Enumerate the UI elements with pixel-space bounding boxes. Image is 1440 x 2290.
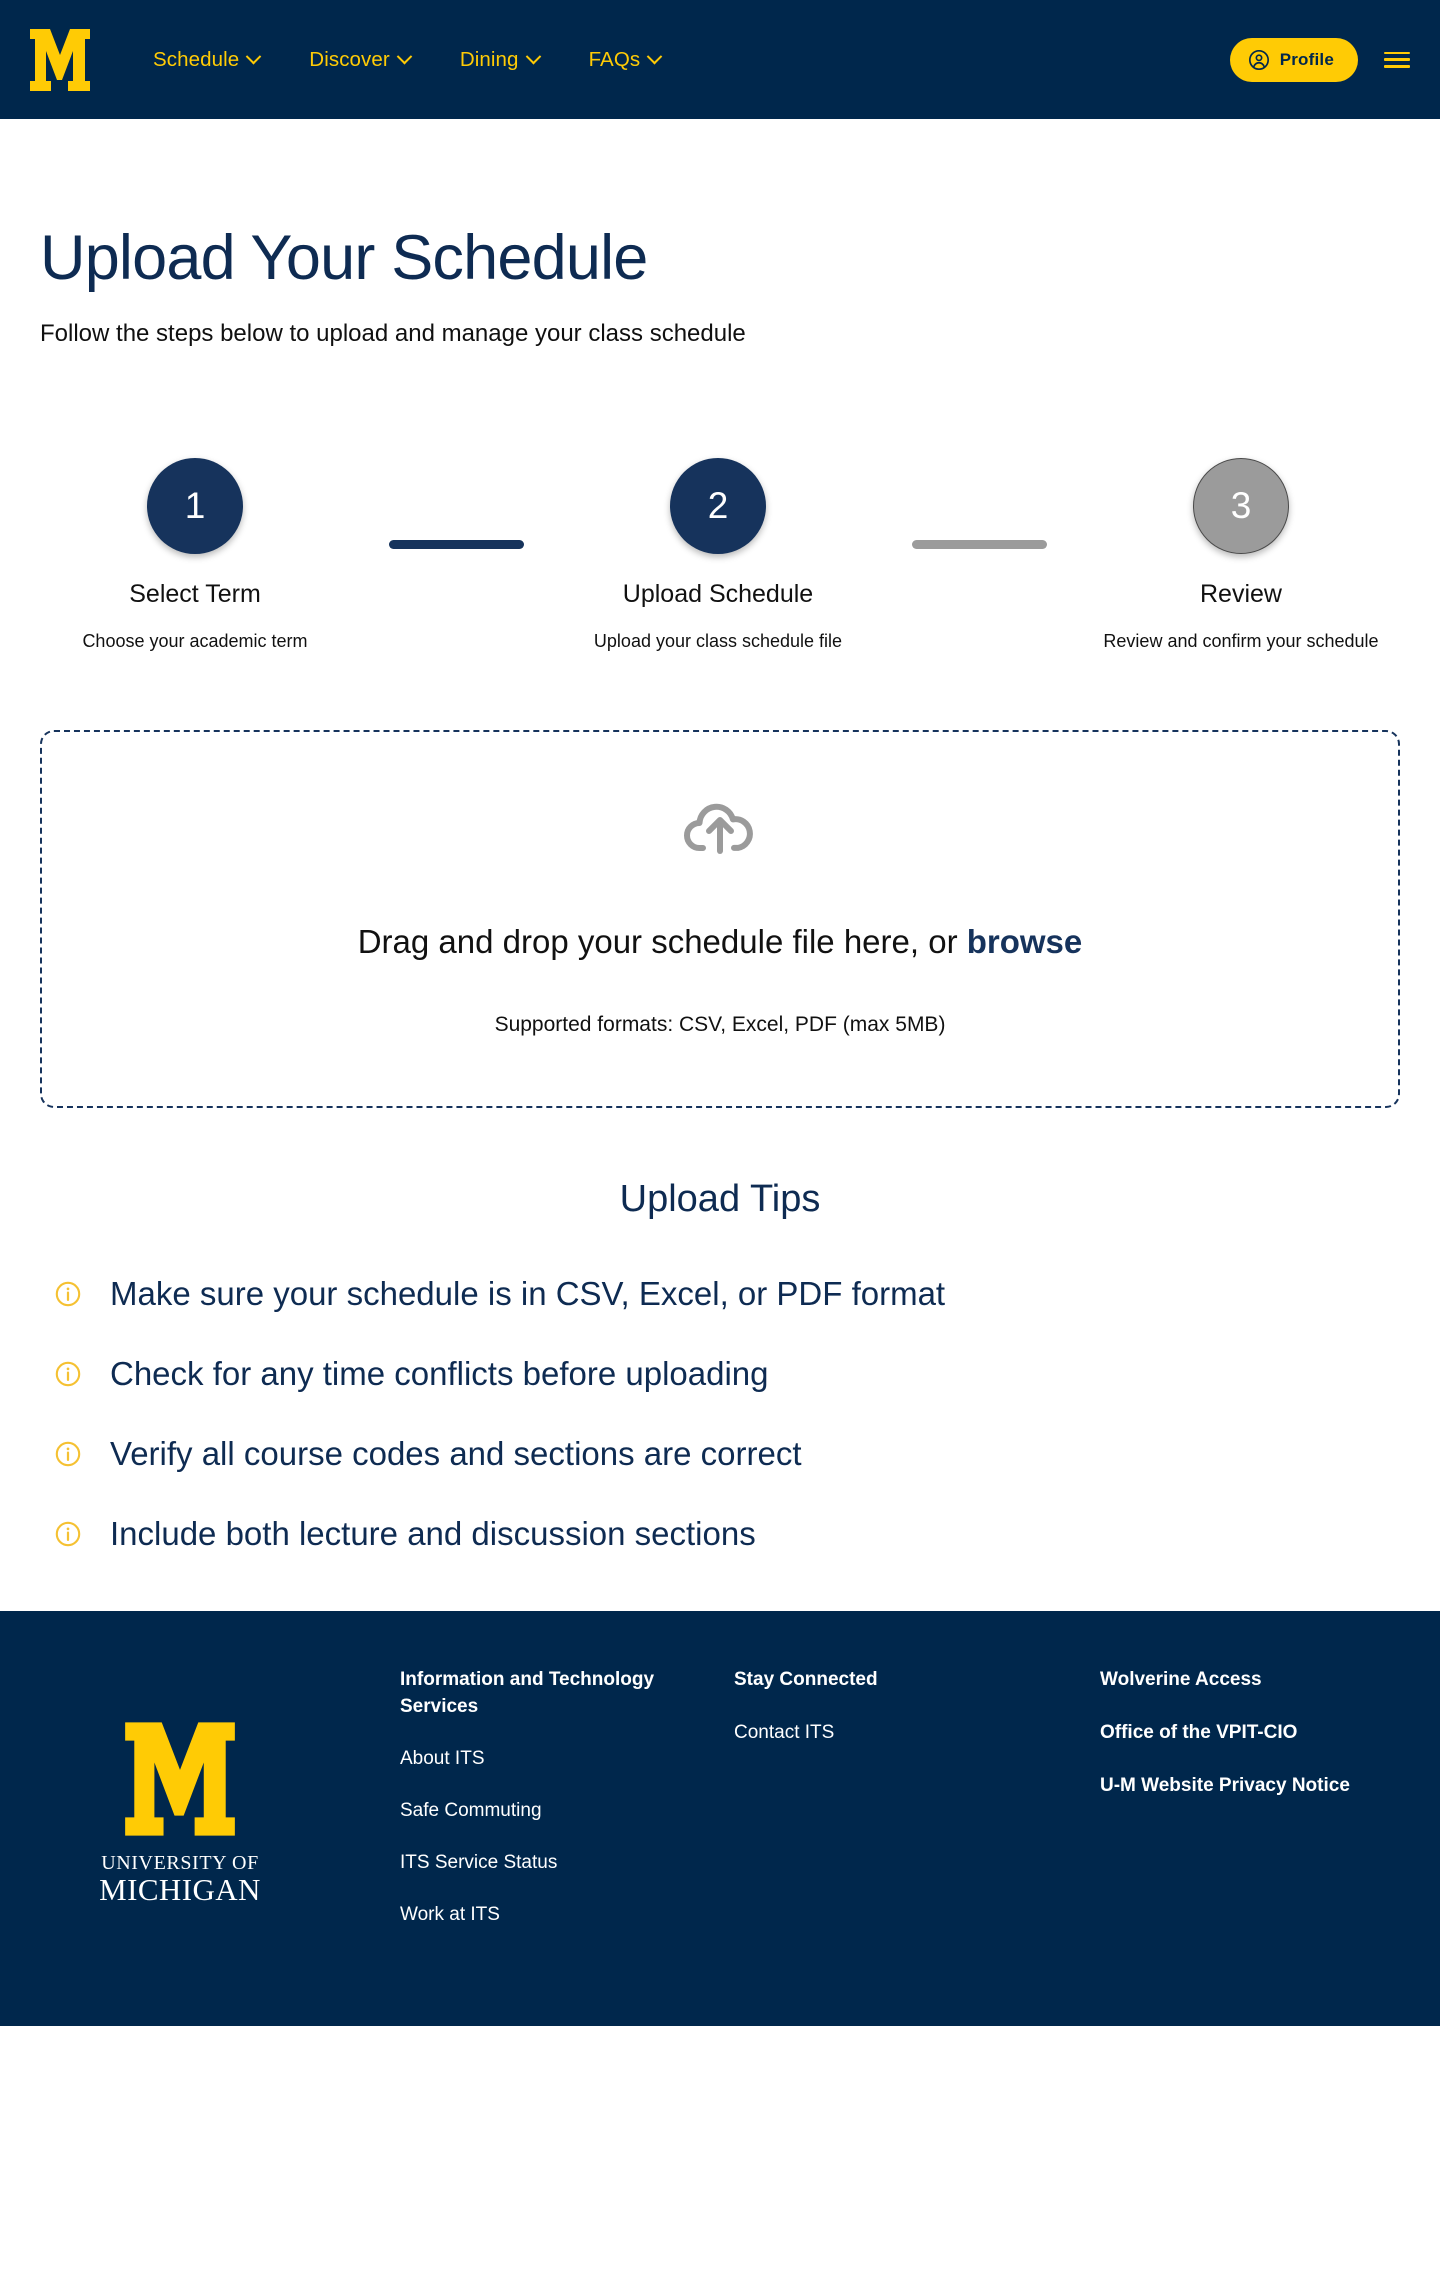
footer-column-its bbox=[300, 1667, 674, 1956]
footer-column-wolverine-access bbox=[1048, 1667, 1422, 1828]
info-circle-icon bbox=[54, 1280, 82, 1308]
footer-column-heading: Wolverine Access bbox=[1100, 1669, 1262, 1691]
cloud-upload-icon bbox=[683, 801, 757, 857]
user-circle-icon bbox=[1248, 49, 1270, 71]
chevron-down-icon bbox=[647, 49, 663, 65]
page-subtitle: Follow the steps below to upload and manage your class schedule bbox=[40, 320, 746, 348]
nav-label: Schedule bbox=[153, 47, 240, 71]
step-label: Upload Schedule bbox=[622, 580, 814, 609]
nav-item-discover[interactable] bbox=[284, 38, 435, 82]
step-number-badge: 3 bbox=[1193, 458, 1289, 554]
tip-item bbox=[40, 1435, 1400, 1473]
chevron-down-icon bbox=[246, 49, 262, 65]
step-connector-1 bbox=[389, 540, 524, 549]
tip-text: Verify all course codes and sections are correct bbox=[110, 1435, 802, 1473]
step-number-badge: 1 bbox=[147, 458, 243, 554]
profile-button-label: Profile bbox=[1279, 49, 1334, 69]
step-connector-2 bbox=[912, 540, 1047, 549]
site-footer bbox=[0, 1611, 1440, 2026]
step-description: Review and confirm your schedule bbox=[1103, 631, 1379, 652]
upload-tips-heading: Upload Tips bbox=[619, 1178, 821, 1221]
info-circle-icon bbox=[54, 1360, 82, 1388]
tip-text: Include both lecture and discussion sections bbox=[110, 1515, 756, 1553]
chevron-down-icon bbox=[525, 49, 541, 65]
info-circle-icon bbox=[54, 1440, 82, 1468]
footer-wordmark bbox=[60, 1853, 300, 1907]
nav-label: Dining bbox=[459, 47, 519, 71]
main-content bbox=[0, 224, 1440, 1553]
step-upload-schedule[interactable] bbox=[563, 458, 873, 652]
footer-brand bbox=[40, 1667, 300, 1907]
browse-link[interactable]: browse bbox=[966, 923, 1083, 961]
nav-item-faqs[interactable] bbox=[564, 38, 686, 82]
footer-link-its-service-status[interactable]: ITS Service Status bbox=[400, 1852, 558, 1874]
step-label: Review bbox=[1200, 580, 1282, 609]
wordmark-line-1: UNIVERSITY OF bbox=[101, 1852, 259, 1875]
progress-stepper bbox=[40, 458, 1400, 652]
header-right-actions bbox=[1230, 38, 1410, 82]
upload-tips-section bbox=[40, 1178, 1400, 1553]
step-number-badge: 2 bbox=[670, 458, 766, 554]
footer-column-heading: Information and Technology Services bbox=[400, 1669, 655, 1717]
footer-link-office-vpit-cio[interactable]: Office of the VPIT-CIO bbox=[1100, 1721, 1298, 1743]
step-select-term[interactable] bbox=[40, 458, 350, 652]
step-description: Upload your class schedule file bbox=[593, 631, 843, 652]
tip-text: Make sure your schedule is in CSV, Excel, or PDF format bbox=[110, 1275, 946, 1313]
file-dropzone[interactable] bbox=[40, 730, 1400, 1108]
tip-text: Check for any time conflicts before uploading bbox=[110, 1355, 769, 1393]
dropzone-instruction: Drag and drop your schedule file here, or bbox=[357, 923, 967, 961]
footer-link-contact-its[interactable]: Contact ITS bbox=[734, 1721, 835, 1743]
chevron-down-icon bbox=[397, 49, 413, 65]
university-of-michigan-block-m-logo[interactable] bbox=[28, 25, 92, 95]
profile-button[interactable] bbox=[1230, 38, 1358, 82]
step-description: Choose your academic term bbox=[82, 631, 308, 652]
site-header bbox=[0, 0, 1440, 119]
nav-label: Discover bbox=[309, 47, 390, 71]
hamburger-menu-icon[interactable] bbox=[1384, 50, 1410, 70]
step-label: Select Term bbox=[129, 580, 261, 609]
tip-item bbox=[40, 1355, 1400, 1393]
footer-link-um-privacy-notice[interactable]: U-M Website Privacy Notice bbox=[1100, 1774, 1350, 1796]
nav-item-schedule[interactable] bbox=[128, 38, 284, 82]
tip-item bbox=[40, 1515, 1400, 1553]
step-review[interactable] bbox=[1086, 458, 1396, 652]
block-m-logo[interactable] bbox=[121, 1715, 239, 1843]
nav-item-dining[interactable] bbox=[435, 38, 564, 82]
footer-column-heading: Stay Connected bbox=[734, 1669, 878, 1691]
footer-link-work-at-its[interactable]: Work at ITS bbox=[400, 1904, 500, 1926]
dropzone-supported-formats: Supported formats: CSV, Excel, PDF (max 5MB) bbox=[494, 1013, 946, 1037]
upload-tips-list bbox=[40, 1275, 1400, 1553]
footer-column-stay-connected bbox=[674, 1667, 1048, 1774]
wordmark-line-2: MICHIGAN bbox=[99, 1872, 261, 1908]
footer-link-about-its[interactable]: About ITS bbox=[400, 1748, 485, 1770]
main-navigation bbox=[128, 38, 685, 82]
footer-link-safe-commuting[interactable]: Safe Commuting bbox=[400, 1800, 542, 1822]
dropzone-main-text bbox=[358, 923, 1083, 961]
info-circle-icon bbox=[54, 1520, 82, 1548]
tip-item bbox=[40, 1275, 1400, 1313]
page-title: Upload Your Schedule bbox=[40, 223, 648, 293]
nav-label: FAQs bbox=[588, 47, 641, 71]
